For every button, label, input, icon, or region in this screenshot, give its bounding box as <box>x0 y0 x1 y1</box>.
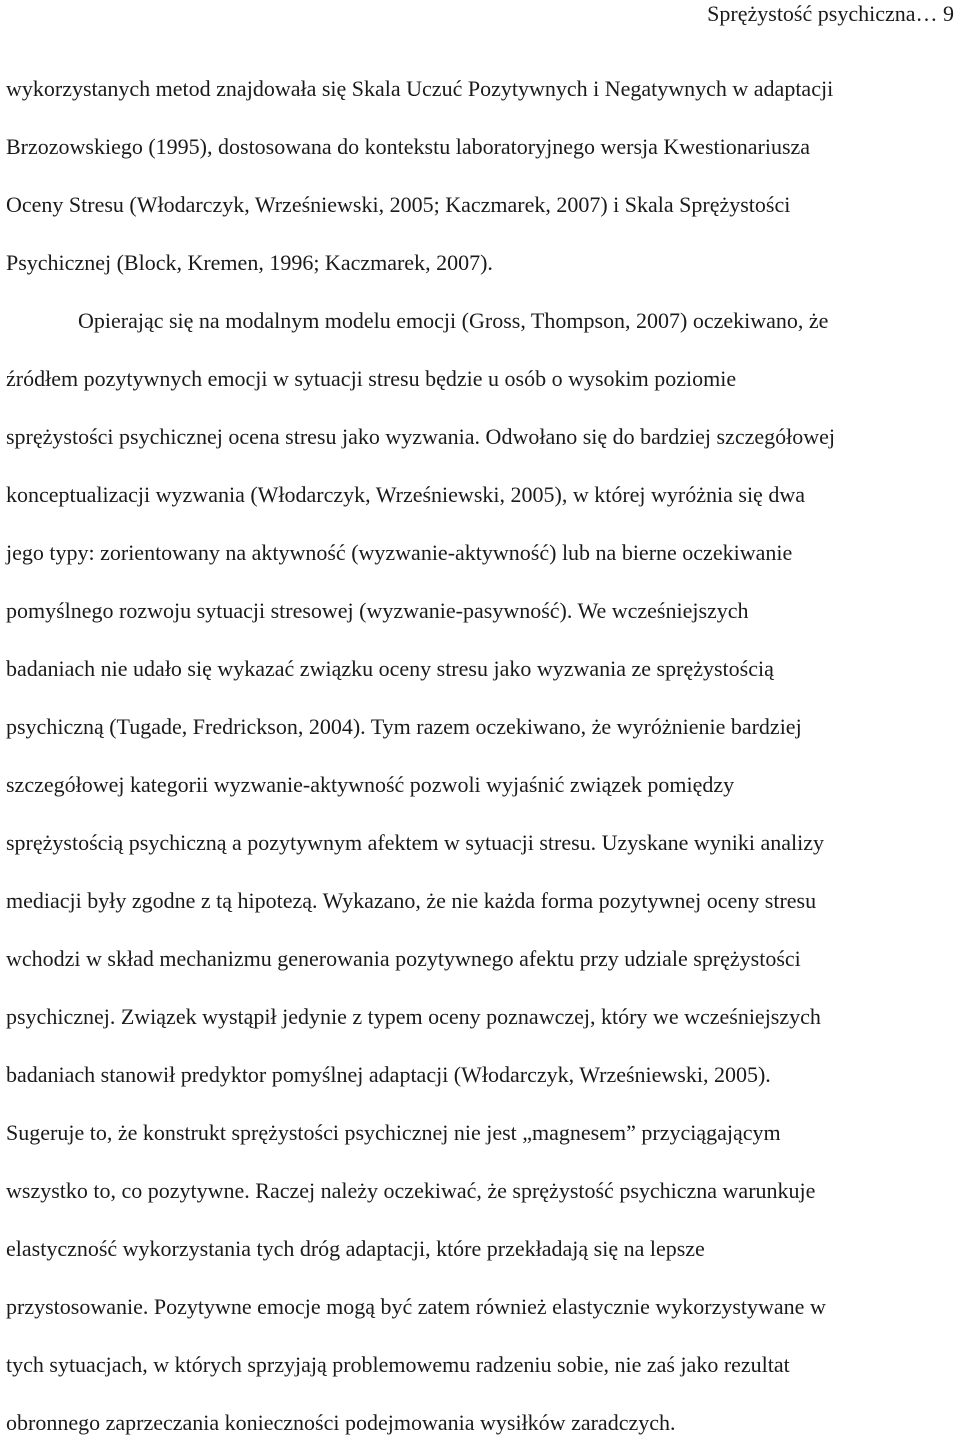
text-line: jego typy: zorientowany na aktywność (wyzwanie-aktywność) lub na bierne oczekiwanie <box>6 540 793 565</box>
text-line: tych sytuacjach, w których sprzyjają problemowemu radzeniu sobie, nie zaś jako rezultat <box>6 1352 790 1377</box>
text-line: przystosowanie. Pozytywne emocje mogą być zatem również elastycznie wykorzystywane w <box>6 1294 826 1319</box>
text-line: wykorzystanych metod znajdowała się Skala Uczuć Pozytywnych i Negatywnych w adaptacji <box>6 76 834 101</box>
text-line: pomyślnego rozwoju sytuacji stresowej (wyzwanie-pasywność). We wcześniejszych <box>6 598 749 623</box>
text-line: źródłem pozytywnych emocji w sytuacji stresu będzie u osób o wysokim poziomie <box>6 366 737 391</box>
text-line: psychicznej. Związek wystąpił jedynie z typem oceny poznawczej, który we wcześniejszych <box>6 1004 821 1029</box>
text-line: badaniach nie udało się wykazać związku oceny stresu jako wyzwania ze sprężystością <box>6 656 774 681</box>
text-line: konceptualizacji wyzwania (Włodarczyk, Wrześniewski, 2005), w której wyróżnia się dwa <box>6 482 805 507</box>
text-line: obronnego zaprzeczania konieczności podejmowania wysiłków zaradczych. <box>6 1410 676 1435</box>
text-line: Psychicznej (Block, Kremen, 1996; Kaczmarek, 2007). <box>6 250 493 275</box>
text-line: szczegółowej kategorii wyzwanie-aktywność pozwoli wyjaśnić związek pomiędzy <box>6 772 735 797</box>
paragraph-first-line: Opierając się na modalnym modelu emocji (Gross, Thompson, 2007) oczekiwano, że <box>78 308 829 333</box>
text-line: wszystko to, co pozytywne. Raczej należy oczekiwać, że sprężystość psychiczna warunkuje <box>6 1178 816 1203</box>
text-line: Brzozowskiego (1995), dostosowana do kontekstu laboratoryjnego wersja Kwestionariusza <box>6 134 811 159</box>
text-line: elastyczność wykorzystania tych dróg adaptacji, które przekładają się na lepsze <box>6 1236 705 1261</box>
text-line: badaniach stanowił predyktor pomyślnej adaptacji (Włodarczyk, Wrześniewski, 2005). <box>6 1062 771 1087</box>
text-line: mediacji były zgodne z tą hipotezą. Wykazano, że nie każda forma pozytywnej oceny stresu <box>6 888 817 913</box>
text-line: wchodzi w skład mechanizmu generowania pozytywnego afektu przy udziale sprężystości <box>6 946 801 971</box>
text-line: sprężystością psychiczną a pozytywnym afektem w sytuacji stresu. Uzyskane wyniki analizy <box>6 830 825 855</box>
text-line: sprężystości psychicznej ocena stresu jako wyzwania. Odwołano się do bardziej szczegółowej <box>6 424 835 449</box>
text-line: Oceny Stresu (Włodarczyk, Wrześniewski, 2005; Kaczmarek, 2007) i Skala Sprężystości <box>6 192 791 217</box>
running-header: Sprężystość psychiczna… 9 <box>707 1 954 26</box>
text-line: Sugeruje to, że konstrukt sprężystości psychicznej nie jest „magnesem” przyciągającym <box>6 1120 781 1145</box>
text-line: psychiczną (Tugade, Fredrickson, 2004). Tym razem oczekiwano, że wyróżnienie bardziej <box>6 714 802 739</box>
